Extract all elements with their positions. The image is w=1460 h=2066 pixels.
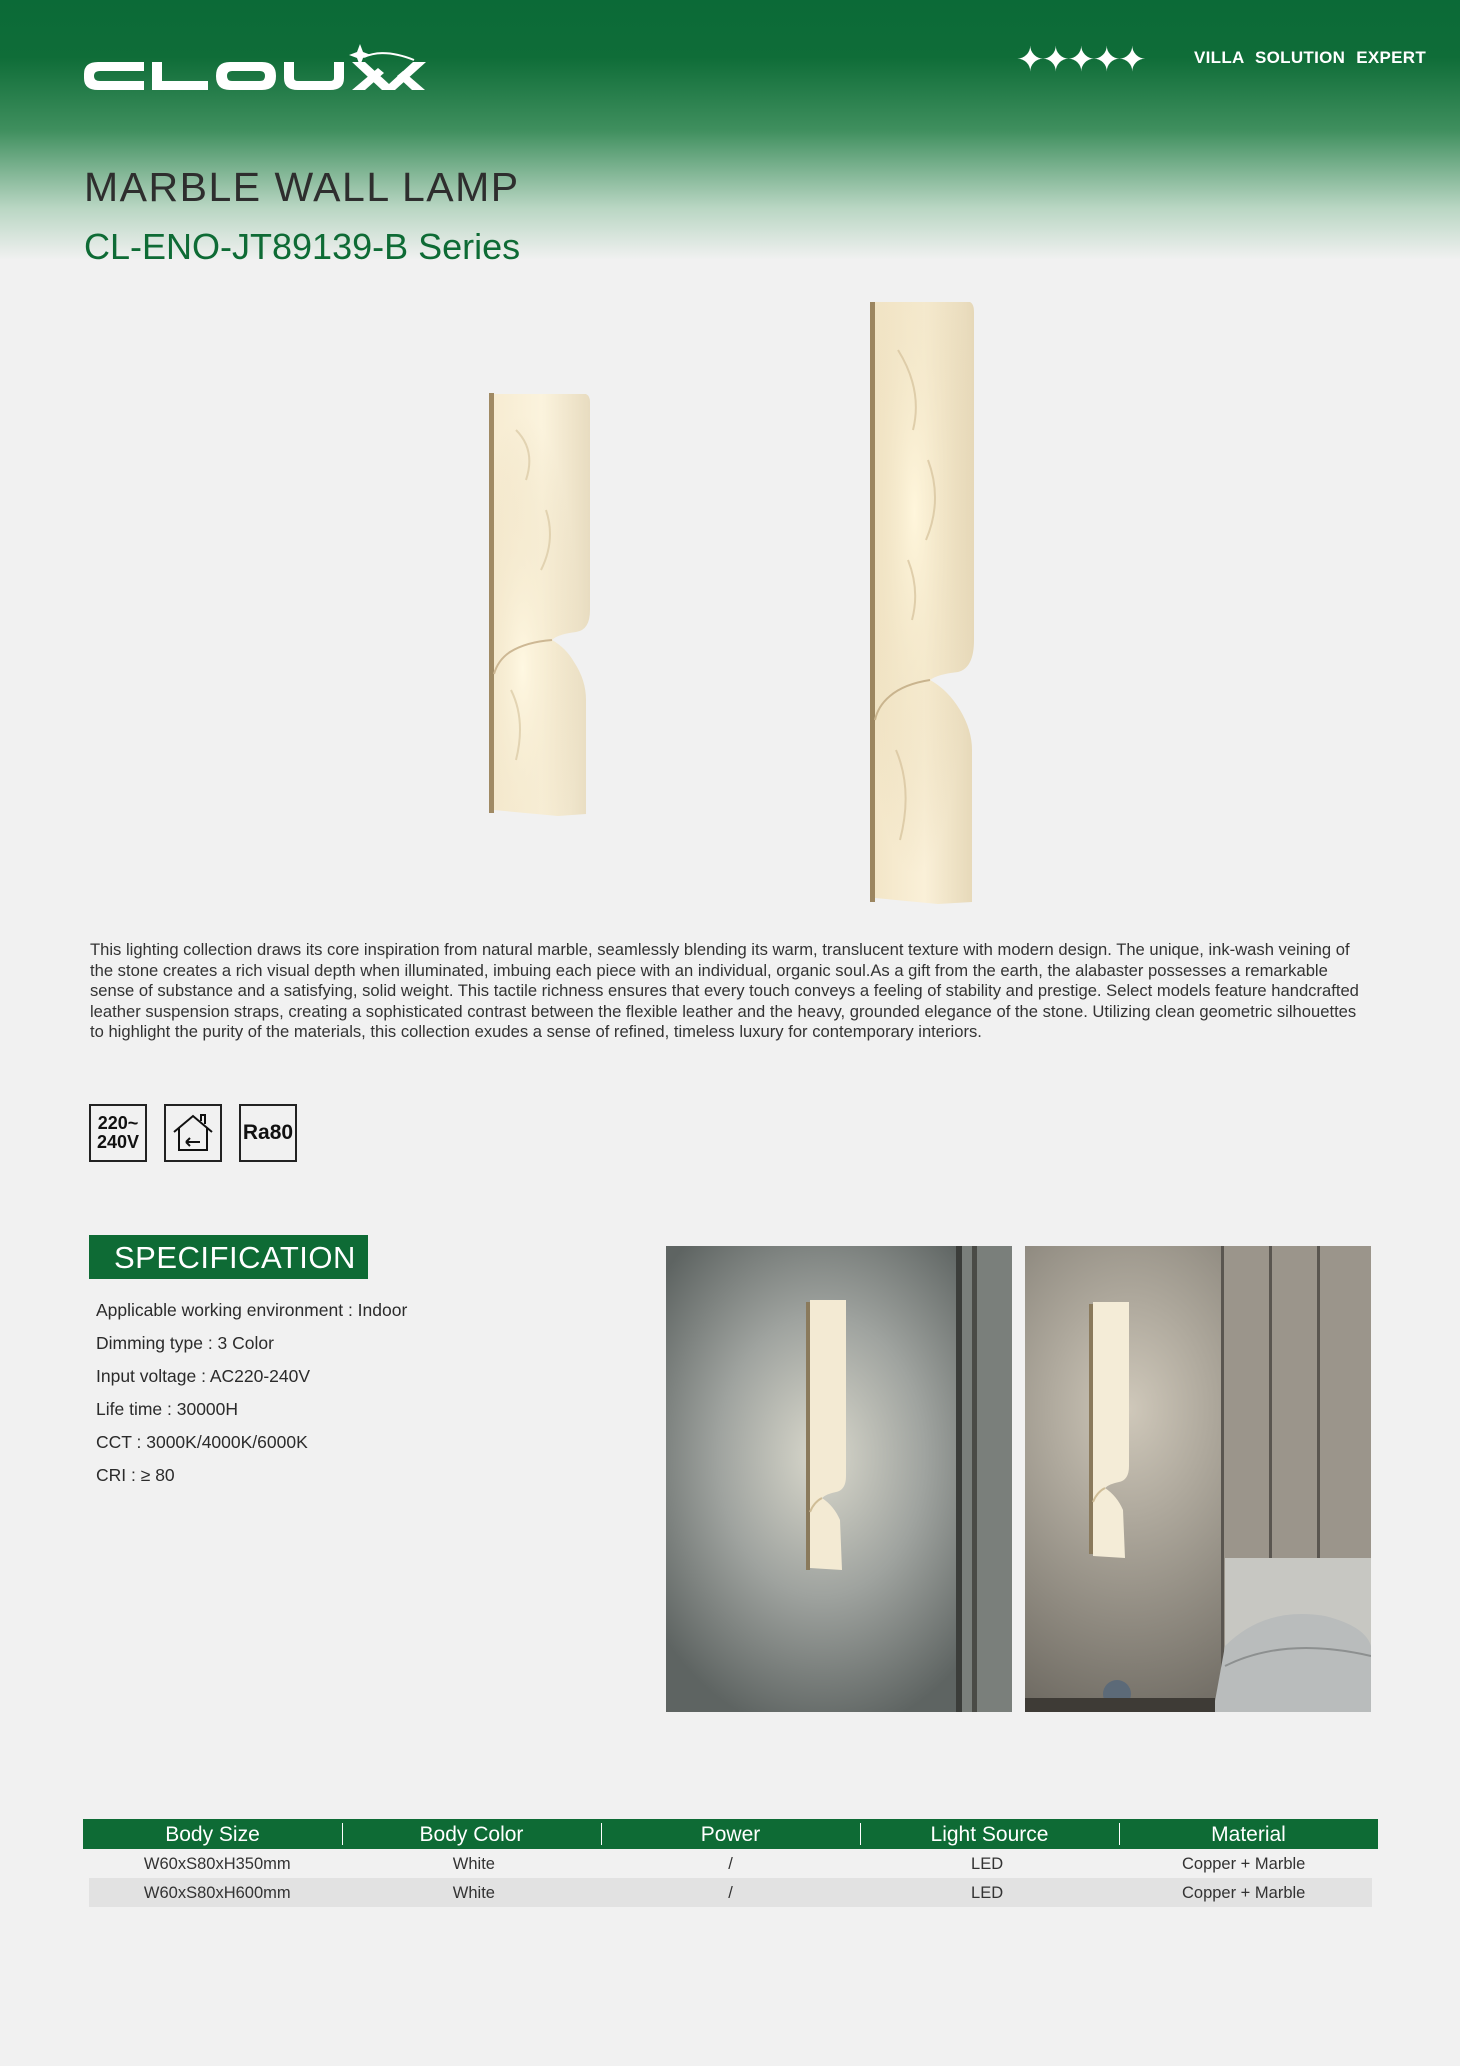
header-body-size: Body Size: [165, 1823, 260, 1846]
cloux-logo: [84, 40, 436, 102]
specification-list: [96, 1300, 407, 1498]
indoor-house-icon: [170, 1112, 216, 1154]
rating-stars: ✦✦✦✦✦: [1016, 41, 1144, 79]
spec-voltage: Input voltage : AC220-240V: [96, 1366, 311, 1386]
product-series: CL-ENO-JT89139-B Series: [84, 226, 521, 267]
brand-tagline: VILLA SOLUTION EXPERT: [1194, 48, 1427, 67]
spec-environment: Applicable working environment : Indoor: [96, 1300, 408, 1320]
indoor-badge: [164, 1104, 222, 1162]
product-table: [83, 1819, 1378, 1907]
spec-lifetime: Life time : 30000H: [96, 1399, 239, 1419]
cell-power: /: [728, 1855, 733, 1873]
cri-badge: Ra80: [239, 1104, 297, 1162]
table-row: [89, 1849, 1372, 1878]
spec-cct: CCT : 3000K/4000K/6000K: [96, 1432, 308, 1452]
spec-dimming: Dimming type : 3 Color: [96, 1333, 274, 1353]
table-header: [83, 1819, 1378, 1849]
product-description: This lighting collection draws its core inspiration from natural marble, seamlessly blending its warm, translucent texture with modern design. The unique, ink-wash veining of the stone creates a rich visual depth when illuminated, imbuing each piece with an individual, organic soul.As a gift from the earth, the alabaster possesses a remarkable sense of substance and a satisfying, solid weight. This tactile richness ensures that every touch conveys a feeling of stability and prestige. Select models feature handcrafted leather suspension straps, creating a sophisticated contrast between the flexible leather and the heavy, grounded elegance of the stone. Utilizing clean geometric silhouettes to highlight the purity of the materials, this collection exudes a sense of refined, timeless luxury for contemporary interiors.: [90, 940, 1359, 1041]
lamp-image-large: [868, 300, 976, 904]
lamp-image-small: [486, 390, 592, 818]
table-row: [89, 1878, 1372, 1907]
scene-photo-bedroom: [1025, 1246, 1371, 1712]
cell-light-source: LED: [971, 1884, 1004, 1902]
spec-cri: CRI : ≥ 80: [96, 1465, 175, 1485]
scene-photo-wall: [666, 1246, 1012, 1712]
cell-body-size: W60xS80xH350mm: [143, 1855, 291, 1873]
cell-material: Copper + Marble: [1181, 1884, 1306, 1902]
header-body-color: Body Color: [342, 1819, 601, 1849]
cell-light-source: LED: [971, 1855, 1004, 1873]
specification-heading: SPECIFICATION: [89, 1235, 368, 1279]
cell-body-size: W60xS80xH600mm: [143, 1884, 291, 1902]
cell-body-color: White: [452, 1884, 495, 1902]
header-material: Material: [1119, 1819, 1378, 1849]
header-power: Power: [601, 1819, 860, 1849]
cell-power: /: [728, 1884, 733, 1902]
header-band: [0, 0, 1460, 260]
cell-body-color: White: [452, 1855, 495, 1873]
cell-material: Copper + Marble: [1181, 1855, 1306, 1873]
voltage-badge: 220~ 240V: [89, 1104, 147, 1162]
product-title: MARBLE WALL LAMP: [84, 164, 520, 210]
header-light-source: Light Source: [860, 1819, 1119, 1849]
